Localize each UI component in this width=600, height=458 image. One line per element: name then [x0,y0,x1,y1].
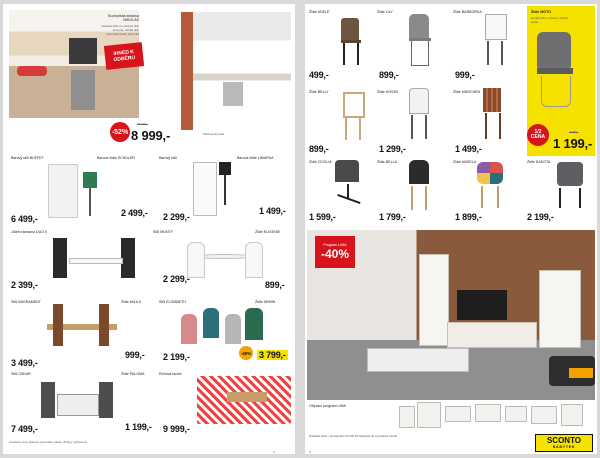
r3-item3-price: 2 199,- [163,352,190,362]
c8-price: 1 799,- [379,212,406,222]
left-footnote: Uvedené ceny platí do vyprodání zásob. Změny vyhrazeny. [9,440,88,444]
c4-price: 899,- [309,144,329,154]
featured-desc: konferenční, kovové, textilní šedá [531,16,569,24]
wood-table-photo [47,304,117,356]
r4-item1-price: 7 499,- [11,424,38,434]
r3-item4-discount [239,346,253,360]
module-4-photo [475,404,501,422]
kitchen-a-desc: sestava 240 cm, korpus dub sonoma, dvířka dub sonoma/vysoký lesk bílá [101,24,139,36]
r2-item1-title: Jídelní sestava DUO II [11,230,47,234]
stock-banner [104,42,144,70]
c9-price: 1 899,- [455,212,482,222]
r3-item2-title: Židle MILA II [121,300,141,304]
logo-top: SCONTO [546,436,582,445]
color-chairs-photo [179,306,269,352]
c4-title: Židle BELLY [309,90,329,94]
chair-munchen-photo [483,88,507,140]
c6-price: 1 499,- [455,144,482,154]
c10-title: Židle DAKOTA [527,160,551,164]
r4-item2-price: 1 199,- [125,422,152,432]
r3-item4-price: 3 799,- [259,350,286,360]
program-discount: -40% [320,247,349,261]
r3-item3-title: Stůl ELISABETH [159,300,186,304]
right-page [305,4,597,454]
bar-stool-black [219,162,231,206]
r4-item2-title: Židle PALOMA [121,372,145,376]
module-3-photo [445,406,471,422]
chair-dakota-photo [557,162,589,210]
r1-item4-title: Barová židle LIMARKA [237,156,274,160]
corner-bench-photo [197,376,291,424]
r1-item3-title: Barový stůl [159,156,177,160]
program-badge [315,236,355,268]
r2-item2-price: 2 299,- [163,274,190,284]
chair-hosek-photo [409,88,433,140]
c5-title: Židle HOSEK [377,90,399,94]
chair-angela-photo [477,162,507,210]
kitchen-a-old-price: 18 999,- [137,122,149,126]
program-text: Obývací program LIMA [309,404,346,408]
c10-price: 2 199,- [527,212,554,222]
discount-label: -40% [240,350,252,356]
right-footer-note: Nabídka platí v prodejnách SCONTO Nábytek do vyprodání zásob. [309,434,398,438]
right-page-number: 3 [309,450,311,454]
discount-label: -52% [111,128,129,136]
chair-barborka-photo [485,14,511,66]
bar-table-photo [48,164,78,218]
r1-item4-price: 1 499,- [259,206,286,216]
module-1-photo [399,406,415,428]
module-7-photo [561,404,583,426]
c1-title: Židle ADELE [309,10,330,14]
bar-stool-green [83,172,97,218]
c3-price: 999,- [455,70,475,80]
bar-table-2-photo [193,162,217,216]
program-label: Program LIMA [323,243,347,247]
c9-title: Židle ANGELA [453,160,477,164]
module-5-photo [505,406,527,422]
r3-item2-price: 999,- [125,350,145,360]
r4-item3-price: 9 999,- [163,424,190,434]
chair-lily-photo [409,14,435,66]
c3-title: Židle BARBORKA [453,10,482,14]
chair-adele-photo [341,18,365,66]
featured-title: Židle MOTO [531,10,552,14]
kitchen-b-desc: bílá/vysoký lesk [203,132,225,136]
c2-title: Židle LILY [377,10,393,14]
c6-title: Židle MÜNCHEN [453,90,481,94]
chair-bella-photo [409,160,435,212]
r2-item3-title: Židle EUGENIE [255,230,280,234]
chair-moto-photo [537,32,579,114]
kitchen-a-price: 8 999,- [131,128,171,143]
r2-item1-price: 2 399,- [11,280,38,290]
r1-item2-price: 2 499,- [121,208,148,218]
r1-item2-title: Barová židle SCHULER [97,156,135,160]
monty-table-photo [185,236,265,280]
module-6-photo [531,406,557,424]
left-page-number: 2 [273,450,275,454]
chair-cecilia-photo [335,160,365,214]
r3-item1-price: 3 499,- [11,358,38,368]
dining-set-photo [47,236,143,284]
r1-item1-title: Barový stůl BUFFET [11,156,44,160]
r1-item1-price: 6 499,- [11,214,38,224]
logo-bottom: NÁBYTEK [552,445,576,449]
kitchen-photo-b [181,12,291,130]
kitchen-a-title: Kuchyňská sestava NIKOLAS [108,14,139,23]
c7-price: 1 599,- [309,212,336,222]
left-page [3,4,295,454]
discount-label: 1/2 CENA [530,129,546,140]
chair-belly-photo [343,92,365,142]
c2-price: 899,- [379,70,399,80]
c7-title: Židle CECILIA [309,160,332,164]
r4-item3-title: Rohová lavice [159,372,182,376]
module-2-photo [417,402,441,428]
c1-price: 499,- [309,70,329,80]
r3-item4-title: Židle ARMIN [255,300,276,304]
glass-table-photo [37,378,119,424]
stock-banner-label: IHNED K ODBĚRU [113,48,136,64]
c8-title: Židle BELLA [377,160,397,164]
c5-price: 1 299,- [379,144,406,154]
r2-item3-price: 899,- [265,280,285,290]
featured-price: 1 199,- [553,136,593,151]
featured-discount [527,124,549,146]
r1-item3-price: 2 299,- [163,212,190,222]
sconto-logo [535,434,593,452]
featured-old-price: 2 499,- [569,130,579,134]
r3-item1-title: Stůl BAGRAMENT [11,300,41,304]
r4-item1-title: Stůl OSKAR [11,372,31,376]
kitchen-a-discount [110,122,130,142]
r2-item2-title: Stůl MONTY [153,230,174,234]
